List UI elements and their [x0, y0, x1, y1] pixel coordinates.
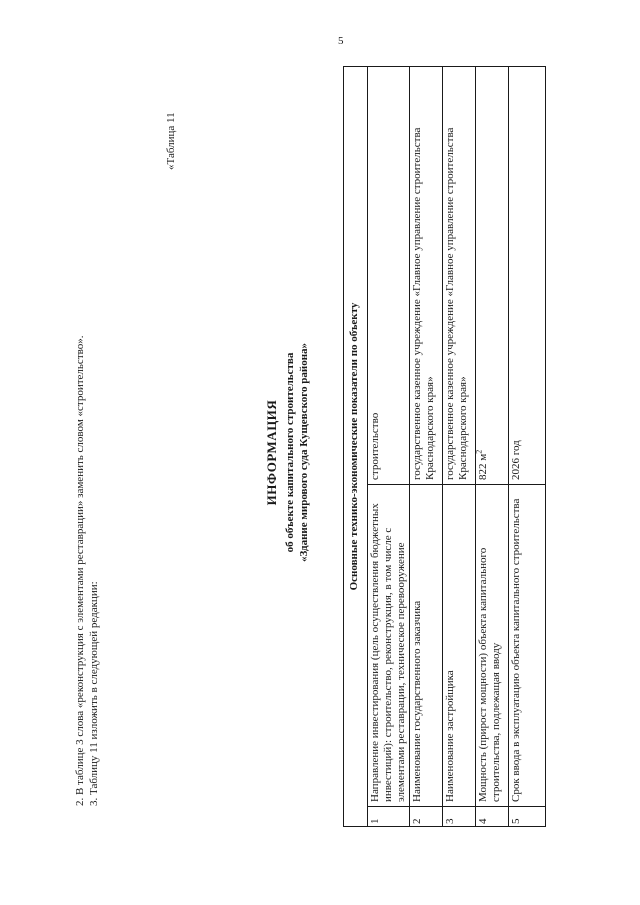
- amendment-item-3: 3. Таблицу 11 изложить в следующей редакции:: [88, 581, 100, 806]
- row-label: Наименование застройщика: [443, 485, 476, 807]
- heading-subtitle: об объекте капитального строительства: [284, 352, 296, 553]
- table-row: [509, 67, 546, 827]
- info-table: [343, 66, 546, 827]
- row-value-text: 822 м: [477, 453, 489, 480]
- table-row: [443, 67, 476, 827]
- row-number: 4: [476, 807, 509, 827]
- table-header: Основные технико-экономические показатели по объекту: [344, 67, 368, 827]
- page-number: 5: [338, 35, 344, 47]
- row-number: 3: [443, 807, 476, 827]
- row-number: 2: [410, 807, 443, 827]
- amendment-item-2: 2. В таблице 3 слова «реконструкция с элементами реставрации» заменить словом «строительство».: [74, 335, 86, 806]
- row-value: государственное казенное учреждение «Главное управление строительства Краснодарского края»: [410, 67, 443, 485]
- table-header-row: [344, 67, 368, 827]
- row-value: государственное казенное учреждение «Главное управление строительства Краснодарского края»: [443, 67, 476, 485]
- table-row: [476, 67, 509, 827]
- row-value: строительство: [368, 67, 410, 485]
- row-label: Мощность (прирост мощности) объекта капитального строительства, подлежащая вводу: [476, 485, 509, 807]
- table-label: «Таблица 11: [165, 112, 177, 170]
- heading-title: ИНФОРМАЦИЯ: [264, 399, 279, 506]
- row-number: 5: [509, 807, 546, 827]
- row-label: Наименование государственного заказчика: [410, 485, 443, 807]
- row-value: [476, 67, 509, 485]
- heading-object-name: «Здание мирового суда Кущевского района»: [298, 342, 310, 563]
- table-row: [410, 67, 443, 827]
- row-number: 1: [368, 807, 410, 827]
- unit-exponent: 2: [474, 449, 484, 454]
- row-label: Срок ввода в эксплуатацию объекта капитального строительства: [509, 485, 546, 807]
- row-value: 2026 год: [509, 67, 546, 485]
- table-row: [368, 67, 410, 827]
- row-label: Направление инвестирования (цель осуществления бюджетных инвестиций): строительство, реконструкция, в том числе с элементами реставрации, техническое перевооружение: [368, 485, 410, 807]
